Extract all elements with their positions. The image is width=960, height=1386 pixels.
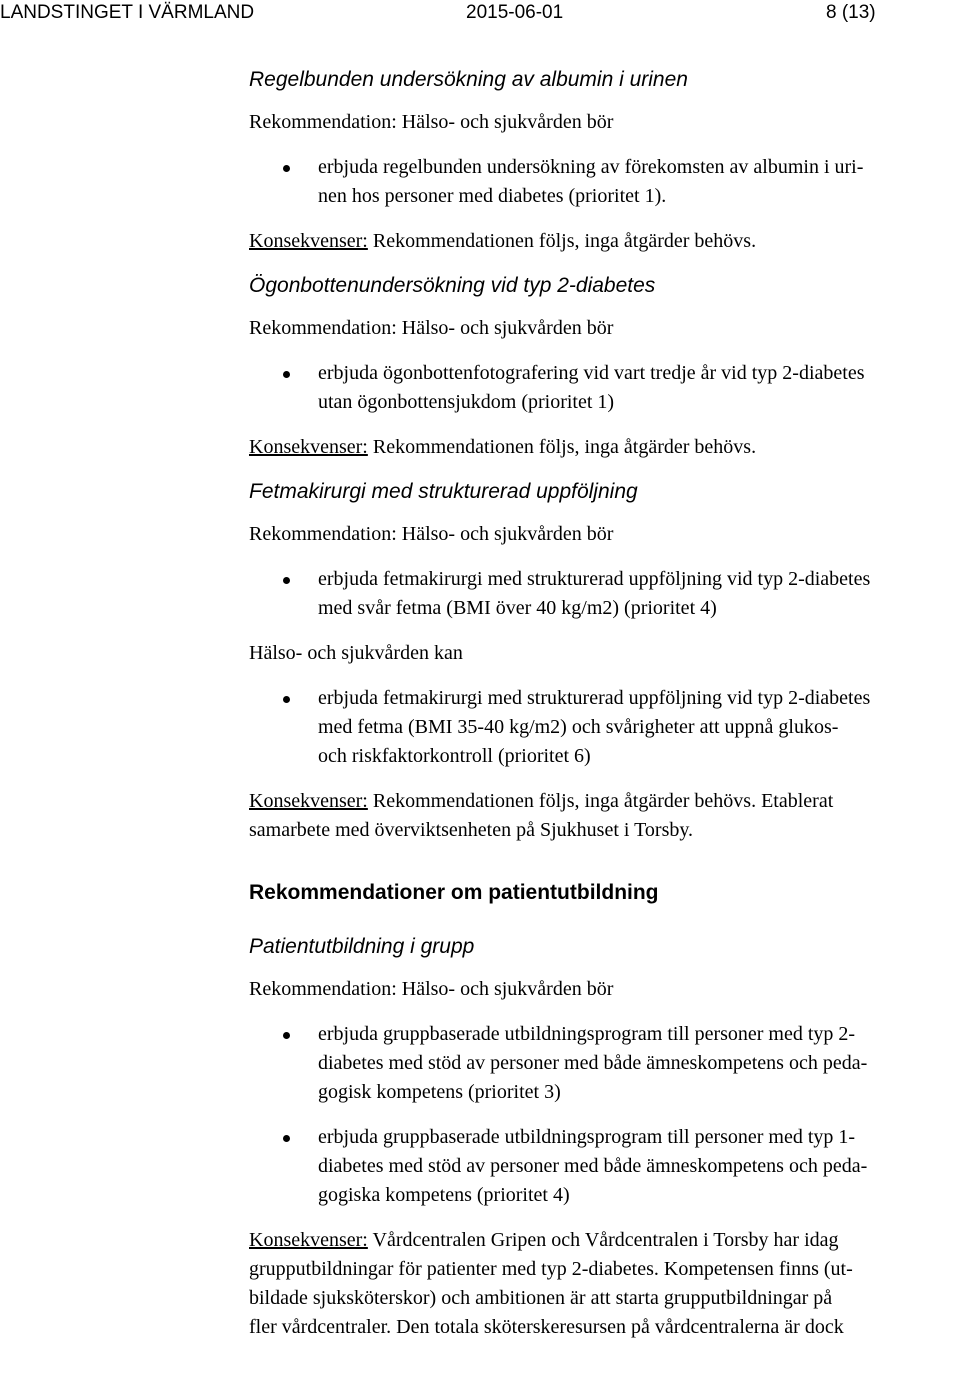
consequences-text: Rekommendationen följs, inga åtgärder behövs. Etablerat	[367, 790, 834, 812]
list-item-text: erbjuda gruppbaserade utbildningsprogram till personer med typ 1-	[318, 1126, 856, 1148]
page-header	[0, 0, 960, 28]
bullet-icon	[283, 1135, 290, 1142]
section-title: Ögonbottenundersökning vid typ 2-diabetes	[249, 274, 656, 297]
bullet-icon	[283, 577, 290, 584]
bullet-list	[249, 1020, 954, 1210]
list-item-text: nen hos personer med diabetes (prioritet 1).	[318, 185, 667, 207]
section-albumin	[249, 66, 954, 256]
consequences-line	[249, 227, 954, 256]
recommendation-text: Hälso- och sjukvården bör	[396, 317, 614, 339]
consequences-paragraph	[249, 1226, 954, 1342]
list-item-text: med fetma (BMI 35-40 kg/m2) och svårigheter att uppnå glukos-	[318, 716, 839, 738]
section-title: Patientutbildning i grupp	[249, 935, 475, 958]
list-item-text: med svår fetma (BMI över 40 kg/m2) (prioritet 4)	[318, 597, 717, 619]
recommendation-label: Rekommendation:	[249, 523, 397, 545]
bullet-list	[249, 565, 954, 623]
list-item-text: gogisk kompetens (prioritet 3)	[318, 1081, 561, 1103]
recommendation-label: Rekommendation:	[249, 317, 397, 339]
header-organization: LANDSTINGET I VÄRMLAND	[0, 2, 255, 23]
consequences-text: samarbete med överviktsenheten på Sjukhuset i Torsby.	[249, 819, 694, 841]
list-item-text: gogiska kompetens (prioritet 4)	[318, 1184, 570, 1206]
bullet-list	[249, 359, 954, 417]
consequences-text: Rekommendationen följs, inga åtgärder behövs.	[367, 230, 757, 252]
section-title: Regelbunden undersökning av albumin i urinen	[249, 68, 688, 91]
list-item	[249, 684, 954, 771]
header-page-number: 8 (13)	[826, 2, 876, 23]
consequences-text: fler vårdcentraler. Den totala sköterskeresursen på vårdcentralerna är dock	[249, 1316, 844, 1338]
bullet-icon	[283, 371, 290, 378]
recommendation-line	[249, 520, 954, 549]
consequences-line	[249, 433, 954, 462]
list-item-text: diabetes med stöd av personer med både ämneskompetens och peda-	[318, 1155, 868, 1177]
consequences-text: Rekommendationen följs, inga åtgärder behövs.	[367, 436, 757, 458]
section-group-education	[249, 933, 954, 1342]
list-item	[249, 153, 954, 211]
recommendation-label: Rekommendation:	[249, 978, 397, 1000]
bullet-list	[249, 153, 954, 211]
recommendation-line	[249, 108, 954, 137]
list-item	[249, 359, 954, 417]
list-item-text: erbjuda fetmakirurgi med strukturerad uppföljning vid typ 2-diabetes	[318, 687, 871, 709]
list-item	[249, 565, 954, 623]
list-item-text: erbjuda regelbunden undersökning av förekomsten av albumin i uri-	[318, 156, 864, 178]
bullet-icon	[283, 165, 290, 172]
consequences-text: bildade sjuksköterskor) och ambitionen är att starta grupputbildningar på	[249, 1287, 833, 1309]
recommendation-text: Hälso- och sjukvården bör	[396, 978, 614, 1000]
recommendation-line	[249, 975, 954, 1004]
recommendation-label: Rekommendation:	[249, 111, 397, 133]
section-obesity-surgery	[249, 478, 954, 845]
bullet-list	[249, 684, 954, 771]
consequences-text: Vårdcentralen Gripen och Vårdcentralen i Torsby har idag	[367, 1229, 839, 1251]
document-body	[249, 66, 954, 1358]
list-item-text: erbjuda fetmakirurgi med strukturerad uppföljning vid typ 2-diabetes	[318, 568, 871, 590]
consequences-label: Konsekvenser:	[249, 230, 368, 252]
list-item-text: och riskfaktorkontroll (prioritet 6)	[318, 745, 591, 767]
section-eye-exam	[249, 272, 954, 462]
consequences-label: Konsekvenser:	[249, 436, 368, 458]
header-date: 2015-06-01	[466, 2, 564, 23]
recommendation-text: Hälso- och sjukvården bör	[396, 523, 614, 545]
bullet-icon	[283, 1032, 290, 1039]
list-item-text: diabetes med stöd av personer med både ämneskompetens och peda-	[318, 1052, 868, 1074]
major-heading: Rekommendationer om patientutbildning	[249, 881, 659, 904]
section-title: Fetmakirurgi med strukturerad uppföljning	[249, 480, 638, 503]
recommendation-text: Hälso- och sjukvården bör	[396, 111, 614, 133]
bullet-icon	[283, 696, 290, 703]
list-item-text: utan ögonbottensjukdom (prioritet 1)	[318, 391, 615, 413]
list-item-text: erbjuda ögonbottenfotografering vid vart tredje år vid typ 2-diabetes	[318, 362, 865, 384]
consequences-paragraph	[249, 787, 954, 845]
consequences-text: grupputbildningar för patienter med typ 2-diabetes. Kompetensen finns (ut-	[249, 1258, 853, 1280]
consequences-label: Konsekvenser:	[249, 1229, 368, 1251]
recommendation-line	[249, 314, 954, 343]
kan-line: Hälso- och sjukvården kan	[249, 642, 463, 664]
consequences-label: Konsekvenser:	[249, 790, 368, 812]
list-item	[249, 1123, 954, 1210]
list-item	[249, 1020, 954, 1107]
list-item-text: erbjuda gruppbaserade utbildningsprogram till personer med typ 2-	[318, 1023, 856, 1045]
